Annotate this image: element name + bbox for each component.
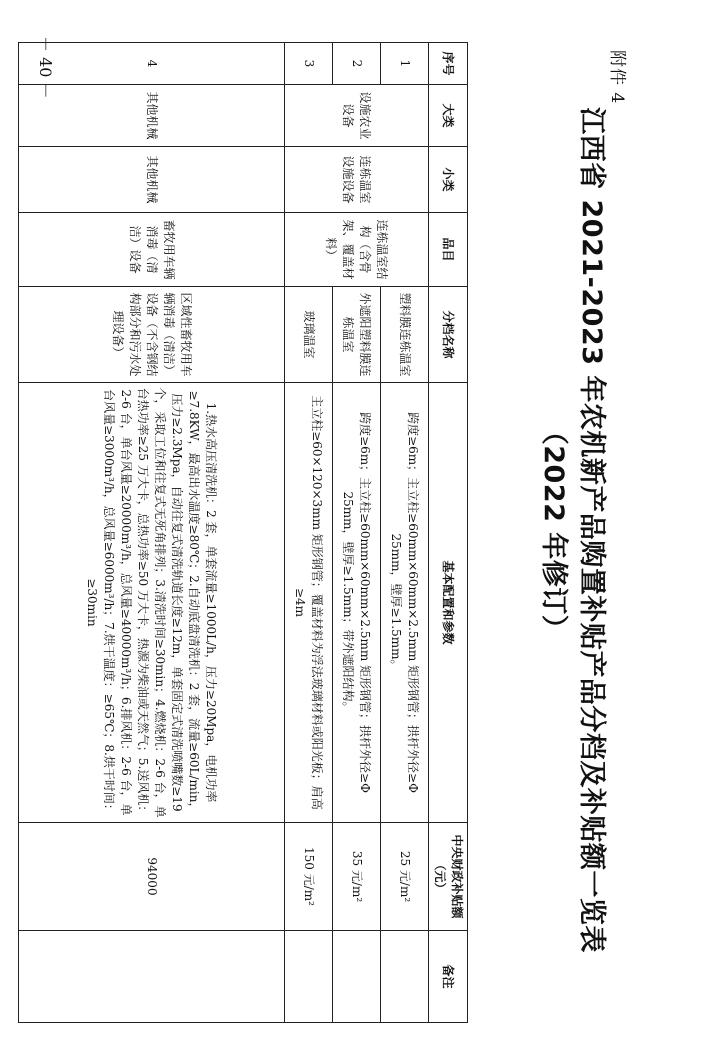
header-note: 备注 — [429, 931, 468, 1023]
header-tier: 分档名称 — [429, 287, 468, 383]
cell-subsidy: 25 元/m² — [381, 823, 429, 931]
title-line-1: 江西省 2021-2023 年农机新产品购置补贴产品分档及补贴额一览表 — [576, 107, 607, 953]
cell-seq: 4 — [19, 43, 285, 85]
attachment-label: 附件 4 — [607, 50, 627, 105]
header-category: 大类 — [429, 85, 468, 147]
cell-note — [19, 931, 285, 1023]
header-params: 基本配置和参数 — [429, 383, 468, 823]
document-title — [534, 90, 610, 970]
cell-category: 其他机械 — [19, 85, 285, 147]
cell-note — [333, 931, 381, 1023]
cell-params — [381, 383, 429, 823]
cell-tier: 玻璃温室 — [285, 287, 333, 383]
cell-seq: 3 — [285, 43, 333, 85]
cell-params — [19, 383, 285, 823]
cell-subsidy: 94000 — [19, 823, 285, 931]
cell-category: 设施农业设备 — [285, 85, 429, 147]
cell-tier: 塑料膜连栋温室 — [381, 287, 429, 383]
title-line-2: （2022 年修订） — [538, 417, 569, 643]
cell-subsidy: 35 元/m² — [333, 823, 381, 931]
table-row — [19, 43, 285, 1023]
header-seq: 序号 — [429, 43, 468, 85]
cell-subsidy: 150 元/m² — [285, 823, 333, 931]
cell-tier: 区域性畜牧用车辆消毒（清洁）设备（不含钢结构部分和污水处理设备） — [19, 287, 285, 383]
cell-subcategory: 其他机械 — [19, 147, 285, 213]
table-row — [381, 43, 429, 1023]
cell-note — [381, 931, 429, 1023]
header-item: 品目 — [429, 213, 468, 287]
params-text: 主立柱≥60×120×3mm 矩形钢管；覆盖材料为浮法玻璃材料或阳光板；肩高≥4m — [293, 395, 325, 810]
subsidy-table — [18, 42, 468, 1023]
cell-params — [333, 383, 381, 823]
cell-note — [285, 931, 333, 1023]
cell-tier: 外遮阳塑料膜连栋温室 — [333, 287, 381, 383]
cell-item: 连栋温室结构（含骨架、覆盖材料） — [285, 213, 429, 287]
cell-seq: 1 — [381, 43, 429, 85]
params-text: 1.热水高压清洗机：2 套，单套流量≥1000L/h，压力≥20Mpa，电机功率≥7.8KW，最高出水温度≥80℃；2.自动底盘清洗机：2 套，流量≥60L/min，压力≥2.3Mpa，自动往复式清洗轨道长度≥12m，单套固定式清洗喷嘴数≥19 个，采取工位和往复式无死角排列；3.清洗时间≥30min；4.燃烧机：2-6 台，单台热功率≥25 万大卡，总热功率≥50 万大卡，热源为柴油或天然气；5.送风机：2-6 台，单台风量≥20000m³/h，总风量≥40000m³/h；6.排风机：2-6 台，单台风量≥3000m³/h，总风量≥6000m³/h；7.烘干温度：≥65℃；8.烘干时间：≥30min — [85, 387, 219, 818]
cell-subcategory: 连栋温室设施设备 — [285, 147, 429, 213]
header-subcategory: 小类 — [429, 147, 468, 213]
params-text: 跨度≥6m；主立柱≥60mm×60mm×2.5mm 矩形钢管；拱杆外径≥Φ 25mm，壁厚≥1.5mm；带外遮阳结构。 — [341, 412, 373, 793]
params-text: 跨度≥6m；主立柱≥60mm×60mm×2.5mm 矩形钢管；拱杆外径≥Φ 25mm，壁厚≥1.5mm。 — [389, 412, 421, 793]
header-subsidy: 中央财政补贴额（元） — [429, 823, 468, 931]
cell-params — [285, 383, 333, 823]
cell-item: 畜牧用车辆消毒（清洁）设备 — [19, 213, 285, 287]
cell-seq: 2 — [333, 43, 381, 85]
table-header-row — [429, 43, 468, 1023]
page-number: － 40 － — [36, 36, 55, 99]
